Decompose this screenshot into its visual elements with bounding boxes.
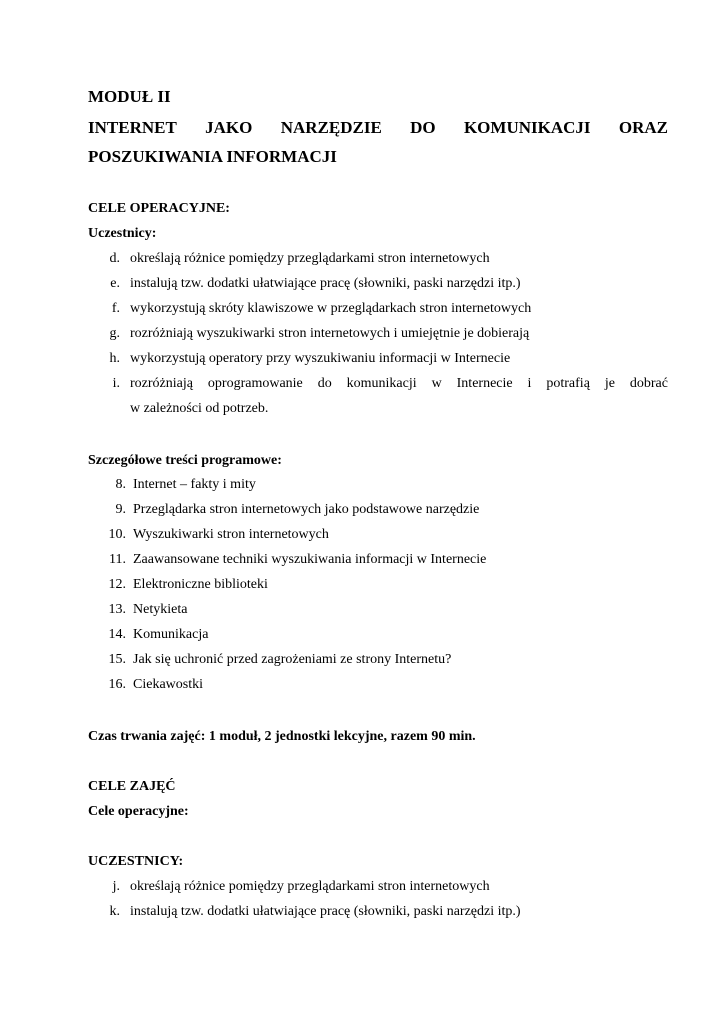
word: potrafią [546, 376, 590, 391]
list-marker: j. [112, 879, 120, 894]
list-item-text: wykorzystują skróty klawiszowe w przeglądarkach stron internetowych [130, 301, 532, 316]
word: komunikacji [346, 376, 417, 391]
list-item-text: określają różnice pomiędzy przeglądarkami stron internetowych [130, 251, 490, 266]
word: dobrać [629, 376, 668, 391]
list-item-text: instalują tzw. dodatki ułatwiające pracę (słowniki, paski narzędzi itp.) [130, 904, 521, 919]
list-marker: 10. [108, 527, 126, 542]
section-title-cele-operacyjne: CELE OPERACYJNE: [88, 201, 230, 216]
list-item-text: Przeglądarka stron internetowych jako podstawowe narzędzie [133, 502, 480, 517]
list-marker: 9. [115, 502, 126, 517]
list-item-text: Wyszukiwarki stron internetowych [133, 527, 329, 542]
heading-line-2: POSZUKIWANIA INFORMACJI [88, 147, 337, 166]
heading-word: KOMUNIKACJI [463, 118, 591, 137]
section-subtitle-uczestnicy: Uczestnicy: [88, 226, 157, 241]
list-item-text: Ciekawostki [133, 677, 203, 692]
heading-word: ORAZ [618, 118, 668, 137]
list-marker: 14. [108, 627, 126, 642]
list-item-text: rozróżniają wyszukiwarki stron internetowych i umiejętnie je dobierają [130, 326, 530, 341]
list-marker: k. [109, 904, 120, 919]
word: w [431, 376, 442, 391]
list-item-text: Zaawansowane techniki wyszukiwania informacji w Internecie [133, 552, 487, 567]
list-marker: g. [109, 326, 120, 341]
list-item-text: Elektroniczne biblioteki [133, 577, 268, 592]
heading-line-1 [88, 118, 668, 138]
heading-word: DO [410, 118, 436, 137]
list-marker: d. [109, 251, 120, 266]
list-marker: h. [109, 351, 120, 366]
word: do [317, 376, 332, 391]
word: rozróżniają [130, 376, 193, 391]
module-title: MODUŁ II [88, 87, 171, 106]
section-subtitle-cele-operacyjne: Cele operacyjne: [88, 804, 189, 819]
list-item-text-continuation: w zależności od potrzeb. [130, 401, 269, 416]
section-title-tresci-programowe: Szczegółowe treści programowe: [88, 453, 282, 468]
list-item-text: wykorzystują operatory przy wyszukiwaniu informacji w Internecie [130, 351, 511, 366]
list-item-text: określają różnice pomiędzy przeglądarkami stron internetowych [130, 879, 490, 894]
list-marker: 13. [108, 602, 126, 617]
list-item-text-justified [130, 376, 668, 392]
list-marker: 11. [109, 552, 126, 567]
word: i [527, 376, 532, 391]
list-marker: 8. [115, 477, 126, 492]
word: je [604, 376, 615, 391]
list-item-text: Internet – fakty i mity [133, 477, 256, 492]
list-marker: 16. [108, 677, 126, 692]
list-item-text: Netykieta [133, 602, 188, 617]
list-marker: 12. [108, 577, 126, 592]
word: Internecie [456, 376, 513, 391]
list-marker: 15. [108, 652, 126, 667]
heading-word: INTERNET [88, 118, 177, 137]
list-marker: e. [110, 276, 120, 291]
word: oprogramowanie [207, 376, 303, 391]
list-marker: i. [112, 376, 120, 391]
section-title-uczestnicy: UCZESTNICY: [88, 854, 184, 869]
list-item-text: Komunikacja [133, 627, 209, 642]
list-item-text: Jak się uchronić przed zagrożeniami ze strony Internetu? [133, 652, 452, 667]
heading-word: JAKO [205, 118, 253, 137]
list-item-text: instalują tzw. dodatki ułatwiające pracę (słowniki, paski narzędzi itp.) [130, 276, 521, 291]
list-marker: f. [111, 301, 120, 316]
section-title-cele-zajec: CELE ZAJĘĆ [88, 779, 176, 794]
duration-text: Czas trwania zajęć: 1 moduł, 2 jednostki lekcyjne, razem 90 min. [88, 729, 476, 744]
heading-word: NARZĘDZIE [280, 118, 382, 137]
